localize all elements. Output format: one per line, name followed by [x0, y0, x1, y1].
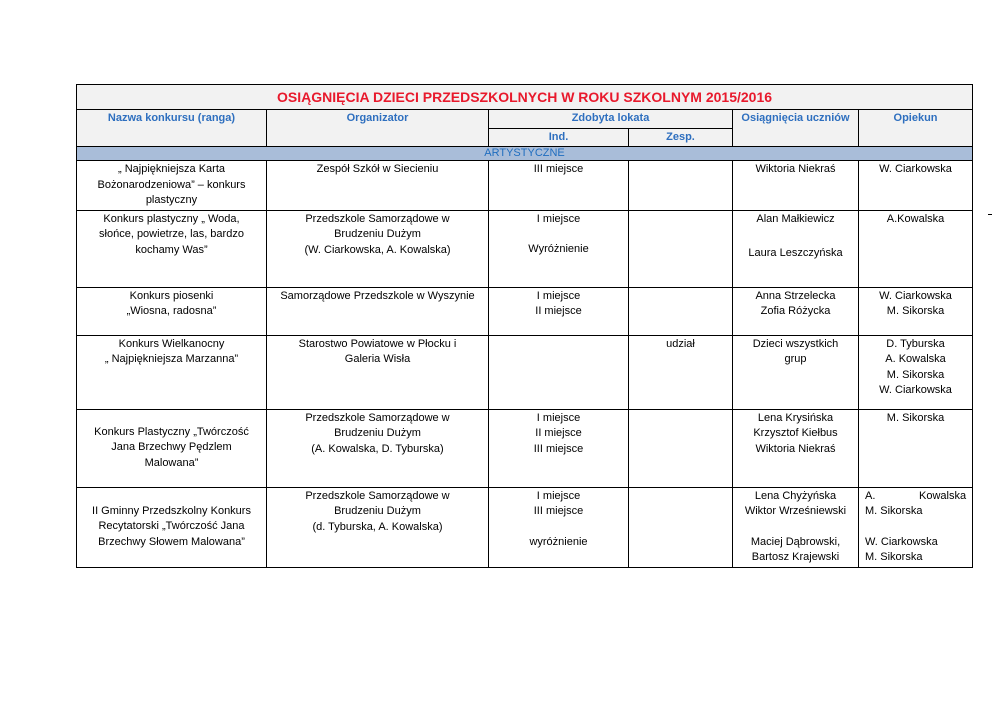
contest-name-line: Konkurs Plastyczny „Twórczość	[94, 425, 249, 438]
teacher-name: M. Sikorska	[886, 411, 945, 424]
organizer-cell	[267, 487, 489, 567]
place-ind-line: II miejsce	[535, 305, 582, 317]
contest-name-cell	[77, 287, 267, 335]
place-ind-cell	[489, 287, 629, 335]
student-name: Wiktoria Niekraś	[755, 442, 836, 455]
organizer-cell	[267, 335, 489, 409]
teacher-name: W. Ciarkowska	[879, 163, 952, 175]
place-ind-line: I miejsce	[536, 411, 581, 424]
organizer-line: Przedszkole Samorządowe w	[305, 489, 450, 502]
contest-name-line: Bożonarodzeniowa” – konkurs	[97, 178, 246, 191]
teacher-name: M. Sikorska	[886, 305, 945, 317]
header-contest-name: Nazwa konkursu (ranga)	[77, 110, 267, 147]
teacher-cell	[859, 409, 973, 487]
organizer-cell	[267, 287, 489, 335]
header-teacher: Opiekun	[859, 110, 973, 147]
place-ind-cell	[489, 335, 629, 409]
spacer	[736, 520, 855, 535]
organizer-cell	[267, 210, 489, 287]
student-name: Laura Leszczyńska	[748, 247, 843, 259]
organizer-line: Samorządowe Przedszkole w Wyszynie	[280, 289, 475, 302]
teacher-cell	[859, 210, 973, 287]
student-name: Krzysztof Kiełbus	[753, 427, 838, 439]
student-name: Wiktoria Niekraś	[755, 163, 836, 175]
contest-name-line: plastyczny	[145, 194, 198, 206]
teacher-name: W. Ciarkowska	[865, 535, 938, 548]
table-title: OSIĄGNIĘCIA DZIECI PRZEDSZKOLNYCH W ROKU SZKOLNYM 2015/2016	[77, 85, 973, 110]
place-ind-cell	[489, 210, 629, 287]
contest-name-line: Malowana”	[144, 456, 199, 469]
title-row	[77, 85, 973, 110]
place-team-cell	[629, 487, 733, 567]
place-ind-cell	[489, 409, 629, 487]
organizer-line: (W. Ciarkowska, A. Kowalska)	[304, 243, 451, 256]
teacher-name: M. Sikorska	[865, 551, 923, 563]
spacer	[492, 520, 625, 535]
student-name: Alan Małkiewicz	[756, 212, 835, 225]
place-ind-line: Wyróżnienie	[528, 243, 589, 255]
place-ind-line: III miejsce	[533, 505, 584, 517]
student-name: Maciej Dąbrowski,	[750, 535, 841, 548]
contest-name-line: „Wiosna, radosna”	[126, 305, 217, 317]
spacer	[865, 520, 966, 535]
section-row	[77, 147, 973, 161]
teacher-name: M. Sikorska	[865, 505, 923, 517]
teacher-name: M. Sikorska	[886, 368, 945, 381]
teacher-cell	[859, 287, 973, 335]
contest-name-line: Jana Brzechwy Pędzlem	[111, 441, 232, 454]
achievements-cell	[733, 210, 859, 287]
header-row	[77, 110, 973, 129]
achievements-table	[76, 84, 973, 568]
table-row	[77, 210, 973, 287]
organizer-line: (A. Kowalska, D. Tyburska)	[311, 442, 444, 455]
achievements-cell	[733, 487, 859, 567]
contest-name-cell	[77, 335, 267, 409]
place-ind-cell	[489, 161, 629, 211]
student-name: Dzieci wszystkich	[752, 337, 839, 350]
place-team-cell	[629, 161, 733, 211]
contest-name-line: „ Najpiękniejsza Karta	[118, 163, 225, 175]
student-name: Lena Chyżyńska	[754, 489, 837, 502]
contest-name-line: Brzechwy Słowem Malowana”	[98, 535, 245, 548]
place-team-cell	[629, 409, 733, 487]
place-team-cell	[629, 287, 733, 335]
organizer-cell	[267, 161, 489, 211]
achievements-cell	[733, 287, 859, 335]
contest-name-line: II Gminny Przedszkolny Konkurs	[92, 504, 251, 517]
achievements-cell	[733, 161, 859, 211]
teacher-name: W. Ciarkowska	[879, 384, 952, 396]
place-ind-cell	[489, 487, 629, 567]
place-team-cell: udział	[629, 335, 733, 409]
contest-name-line: Konkurs piosenki	[129, 289, 214, 302]
header-ind: Ind.	[489, 128, 629, 147]
place-ind-line: III miejsce	[533, 442, 584, 455]
student-name: Zofia Różycka	[760, 305, 831, 317]
student-name: Anna Strzelecka	[755, 289, 836, 302]
contest-name-cell	[77, 487, 267, 567]
teacher-name: A. Kowalska	[885, 353, 946, 365]
teacher-cell	[859, 335, 973, 409]
organizer-line: Galeria Wisła	[344, 353, 411, 365]
contest-name-cell	[77, 409, 267, 487]
teacher-name: D. Tyburska	[886, 337, 945, 350]
table-row	[77, 335, 973, 409]
place-ind-line: III miejsce	[533, 163, 584, 175]
spacer	[492, 227, 625, 242]
place-ind-line: II miejsce	[535, 427, 582, 439]
header-team: Zesp.	[629, 128, 733, 147]
page-edge-line	[988, 214, 992, 215]
organizer-line: Brudzeniu Dużym	[334, 505, 421, 517]
header-organizer: Organizator	[267, 110, 489, 147]
organizer-line: Zespół Szkół w Siecieniu	[316, 163, 439, 175]
table-row	[77, 409, 973, 487]
teacher-name: W. Ciarkowska	[879, 289, 952, 302]
teacher-cell	[859, 487, 973, 567]
organizer-line: Przedszkole Samorządowe w	[305, 212, 450, 225]
organizer-cell	[267, 409, 489, 487]
teacher-cell	[859, 161, 973, 211]
contest-name-cell	[77, 161, 267, 211]
section-label: ARTYSTYCZNE	[77, 147, 973, 161]
organizer-line: Brudzeniu Dużym	[334, 228, 421, 240]
teacher-name: A.Kowalska	[886, 212, 945, 225]
table-row	[77, 161, 973, 211]
spacer	[736, 227, 855, 242]
place-ind-line: I miejsce	[536, 489, 581, 502]
contest-name-line: Recytatorski „Twórczość Jana	[98, 520, 245, 533]
achievements-cell	[733, 409, 859, 487]
contest-name-line: Konkurs Wielkanocny	[118, 337, 225, 350]
organizer-line: (d. Tyburska, A. Kowalska)	[312, 520, 443, 533]
organizer-line: Starostwo Powiatowe w Płocku i	[298, 337, 457, 350]
contest-name-cell	[77, 210, 267, 287]
place-ind-line: I miejsce	[536, 289, 581, 302]
organizer-line: Brudzeniu Dużym	[334, 427, 421, 439]
student-name: Lena Krysińska	[757, 411, 834, 424]
student-name: Wiktor Wrześniewski	[744, 505, 847, 517]
contest-name-line: słońce, powietrze, las, bardzo	[99, 228, 244, 240]
header-place: Zdobyta lokata	[489, 110, 733, 129]
place-ind-line: wyróżnienie	[529, 535, 588, 548]
contest-name-line: kochamy Was”	[135, 243, 208, 256]
contest-name-line: „ Najpiękniejsza Marzanna”	[104, 353, 239, 365]
student-name: grup	[784, 353, 807, 365]
achievements-cell	[733, 335, 859, 409]
header-achievements: Osiągnięcia uczniów	[733, 110, 859, 147]
teacher-name: A. Kowalska	[865, 489, 967, 502]
place-ind-line: I miejsce	[536, 212, 581, 225]
place-team-cell	[629, 210, 733, 287]
contest-name-line: Konkurs plastyczny „ Woda,	[103, 212, 240, 225]
table-row	[77, 287, 973, 335]
table-row	[77, 487, 973, 567]
organizer-line: Przedszkole Samorządowe w	[305, 411, 450, 424]
student-name: Bartosz Krajewski	[751, 551, 840, 563]
